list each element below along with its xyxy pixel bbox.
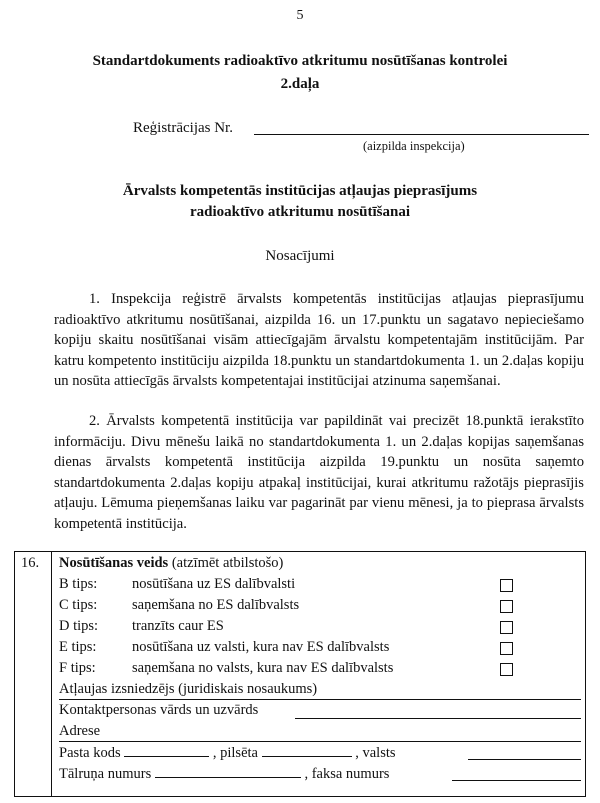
type-e-checkbox[interactable] <box>500 642 513 655</box>
postal-row <box>59 744 396 762</box>
type-b-row <box>59 576 295 593</box>
condition-paragraph-1: 1. Inspekcija reģistrē ārvalsts kompetentās institūcijas atļaujas pieprasījumu radioaktīvo atkritumu nosūtīšanai, aizpilda 16. un 17.punktu un sagatavo nepieciešamo kopiju skaitu nosūtīšanai visām attiecīgajām ārvalstu kompetentajām institūcijām. Par katru kompetento institūciju aizpilda 18.punktu un standartdokumenta 1. un 2.daļas kopiju un nosūta attiecīgās ārvalsts kompetentajai institūcijai atzinuma saņemšanai. <box>54 291 584 389</box>
type-c-row <box>59 597 299 614</box>
type-c-text: saņemšana no ES dalībvalsts <box>132 597 300 613</box>
registration-label: Reģistrācijas Nr. <box>133 120 233 136</box>
fax-field[interactable] <box>452 780 581 781</box>
request-subheading: radioaktīvo atkritumu nosūtīšanai <box>189 204 411 220</box>
registration-number-field[interactable] <box>254 134 589 135</box>
registration-note: (aizpilda inspekcija) <box>363 139 465 153</box>
condition-paragraph-2: 2. Ārvalsts kompetentā institūcija var papildināt vai precizēt 18.punktā ierakstīto informāciju. Divu mēnešu laikā no standartdokumenta 1. un 2.daļas kopijas saņemšanas dienas ārvalsts kompetentā institūcija aizpilda 19.punktu un nosūta saņemto standartdokumenta 2.daļas kopiju atpakaļ institūcijai, kurai atkritumu ražotājs pieprasījis atļauju. Lēmuma pieņemšanas laiku var pagarināt par vienu mēnesi, ja to pieprasa ārvalsts kompetentā institūcija. <box>54 413 584 532</box>
fax-label: , faksa numurs <box>304 766 390 782</box>
section-divider <box>51 552 52 796</box>
type-e-row <box>59 639 389 656</box>
postal-code-label: Pasta kods <box>59 745 121 761</box>
shipment-type-note: (atzīmēt atbilstošo) <box>171 555 284 571</box>
type-b-text: nosūtīšana uz ES dalībvalsti <box>132 576 296 592</box>
city-label: , pilsēta <box>212 745 258 761</box>
type-f-code: F tips: <box>59 660 96 676</box>
document-part: 2.daļa <box>280 76 320 92</box>
issuer-field[interactable] <box>59 699 581 700</box>
type-b-checkbox[interactable] <box>500 579 513 592</box>
section-16-box <box>14 551 586 797</box>
contact-label: Kontaktpersonas vārds un uzvārds <box>59 702 259 718</box>
type-d-code: D tips: <box>59 618 99 634</box>
phone-field[interactable] <box>155 765 301 778</box>
type-e-text: nosūtīšana uz valsti, kura nav ES dalībvalsts <box>132 639 390 655</box>
type-d-row <box>59 618 224 635</box>
type-b-code: B tips: <box>59 576 98 592</box>
type-c-code: C tips: <box>59 597 98 613</box>
postal-code-field[interactable] <box>124 744 209 757</box>
type-f-text: saņemšana no valsts, kura nav ES dalībvalsts <box>132 660 394 676</box>
request-heading: Ārvalsts kompetentās institūcijas atļaujas pieprasījums <box>122 183 478 199</box>
address-field[interactable] <box>59 741 581 742</box>
shipment-type-heading <box>59 555 283 572</box>
type-f-row <box>59 660 393 677</box>
contact-field[interactable] <box>295 718 581 719</box>
type-d-checkbox[interactable] <box>500 621 513 634</box>
shipment-type-title: Nosūtīšanas veids <box>59 555 169 571</box>
country-field[interactable] <box>468 759 581 760</box>
type-e-code: E tips: <box>59 639 97 655</box>
phone-label: Tālruņa numurs <box>59 766 152 782</box>
conditions-title: Nosacījumi <box>265 248 335 264</box>
city-field[interactable] <box>262 744 352 757</box>
page-number: 5 <box>296 8 304 23</box>
type-d-text: tranzīts caur ES <box>132 618 224 634</box>
address-label: Adrese <box>59 723 101 739</box>
document-title: Standartdokuments radioaktīvo atkritumu nosūtīšanas kontrolei <box>92 53 508 69</box>
country-label: , valsts <box>355 745 396 761</box>
type-f-checkbox[interactable] <box>500 663 513 676</box>
issuer-label: Atļaujas izsniedzējs (juridiskais nosaukums) <box>59 681 318 697</box>
section-number: 16. <box>21 555 40 571</box>
phone-row <box>59 765 389 783</box>
type-c-checkbox[interactable] <box>500 600 513 613</box>
